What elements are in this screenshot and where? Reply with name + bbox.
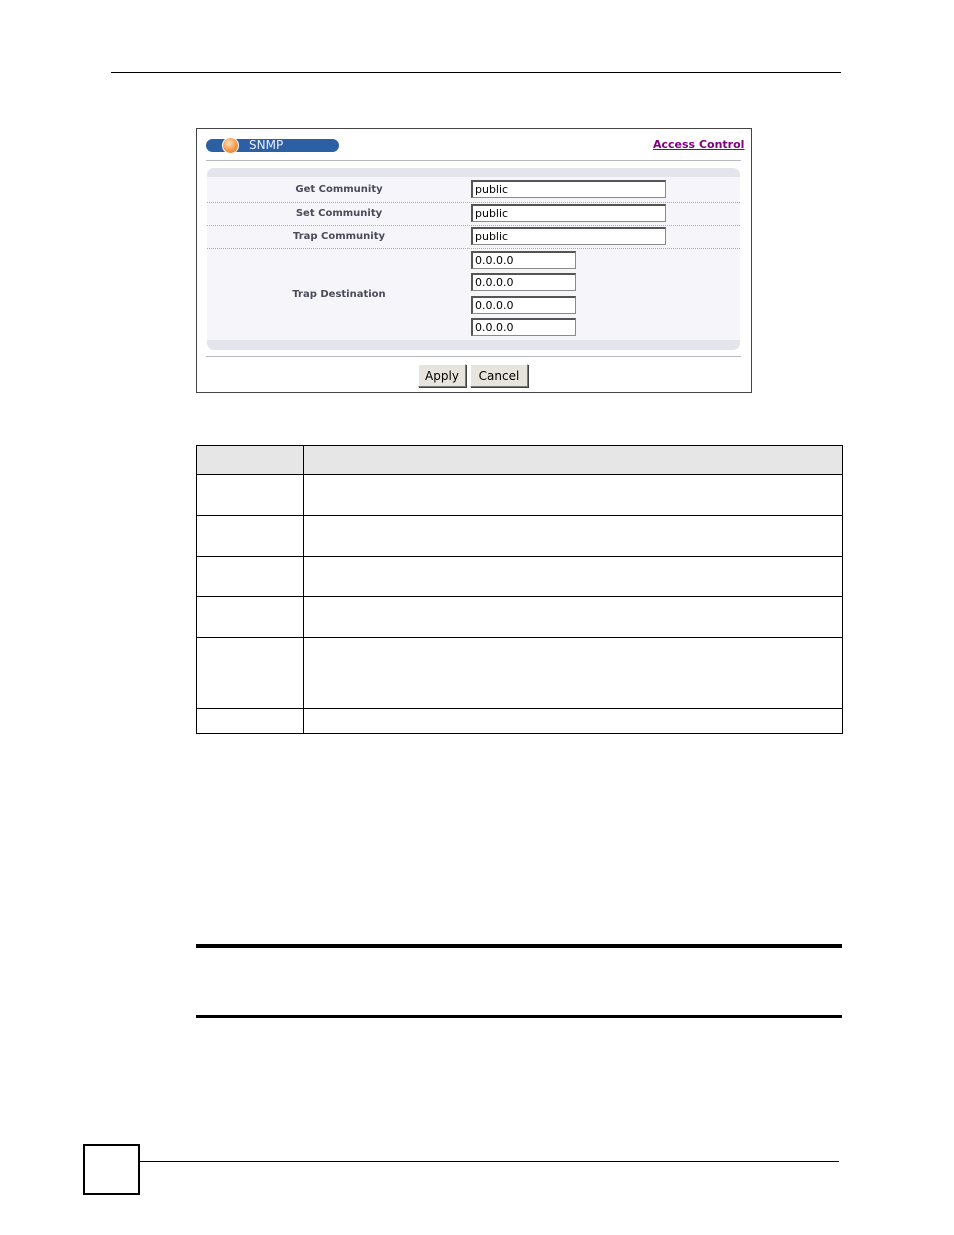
trap-destination-input-4[interactable] [471,318,576,336]
button-separator [206,356,741,357]
orange-orb-icon [222,137,239,154]
table-cell [197,516,304,557]
table-cell [197,557,304,597]
trap-community-label: Trap Community [292,231,386,242]
trap-destination-input-3[interactable] [471,296,576,314]
table-header-cell [197,446,304,475]
table-row [197,597,843,638]
table-row [197,557,843,597]
row-separator [207,225,740,226]
trap-destination-label: Trap Destination [292,289,386,300]
footer-rule [140,1161,839,1162]
row-separator [207,248,740,249]
page-number-box [83,1144,140,1195]
trap-destination-input-1[interactable] [471,251,576,269]
table-cell [304,638,843,709]
table-cell [304,516,843,557]
cancel-button[interactable]: Cancel [470,364,528,387]
table-row [197,475,843,516]
note-top-rule [196,944,842,948]
table-header-row [197,446,843,475]
set-community-input[interactable] [471,204,666,222]
table-cell [197,709,304,734]
snmp-panel [196,128,752,393]
header-rule [111,72,841,73]
apply-button[interactable]: Apply [418,364,466,387]
table-row [197,638,843,709]
get-community-input[interactable] [471,180,666,198]
table-cell [197,475,304,516]
form-bottom-band [207,340,740,350]
trap-community-input[interactable] [471,227,666,245]
set-community-label: Set Community [295,208,383,219]
table-row [197,516,843,557]
description-table [196,445,843,734]
trap-destination-input-2[interactable] [471,273,576,291]
table-header-cell [304,446,843,475]
table-cell [197,597,304,638]
table-row [197,709,843,734]
table-cell [304,709,843,734]
table-cell [304,557,843,597]
table-cell [304,597,843,638]
table-cell [304,475,843,516]
get-community-label: Get Community [295,184,383,195]
panel-title: SNMP [249,138,284,152]
row-separator [207,202,740,203]
note-bottom-rule [196,1015,842,1018]
form-top-band [207,168,740,177]
table-cell [197,638,304,709]
access-control-link[interactable]: Access Control [653,138,745,151]
header-separator [206,160,741,161]
